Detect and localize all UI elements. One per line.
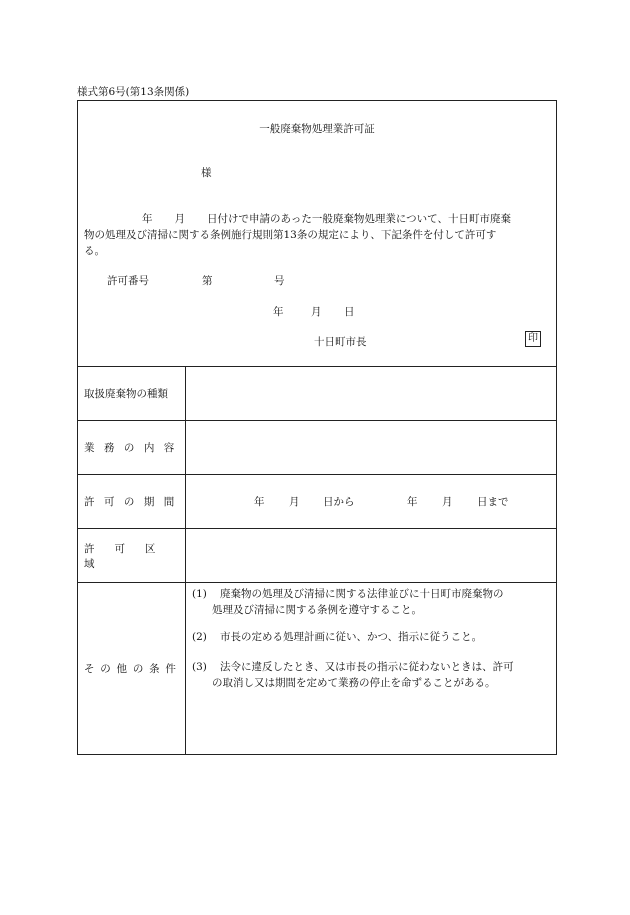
body-line-1 [84, 211, 554, 227]
condition-text: 市長の定める処理計画に従い、かつ、指示に従うこと。 [220, 631, 483, 643]
label-business-content: 業務の内容 [78, 421, 186, 474]
issue-date-year: 年 [273, 306, 284, 318]
issue-date-day: 日 [344, 306, 355, 318]
label-waste-type: 取扱廃棄物の種類 [78, 367, 186, 420]
issuer-name: 十日町市長 [314, 336, 367, 348]
row-permit-period [78, 475, 556, 529]
body-year: 年 [142, 213, 153, 225]
form-number-label: 様式第6号(第13条関係) [77, 86, 190, 98]
period-from-year: 年 [254, 496, 265, 508]
condition-item [192, 629, 552, 645]
period-from-day: 日から [323, 496, 355, 508]
permit-number-suffix: 号 [274, 275, 285, 287]
certificate-frame [77, 100, 557, 755]
label-permit-period: 許可の期間 [78, 475, 186, 528]
permit-number-prefix: 第 [202, 275, 213, 287]
condition-number: (3) [192, 661, 207, 673]
condition-item [192, 659, 552, 691]
row-waste-type [78, 367, 556, 421]
condition-text: 廃棄物の処理及び清掃に関する法律並びに十日町市廃棄物の [220, 588, 504, 600]
row-business-content [78, 421, 556, 475]
addressee-suffix: 様 [201, 167, 212, 179]
label-permit-area: 許可区域 [78, 529, 186, 582]
row-permit-area [78, 529, 556, 583]
period-to-year: 年 [407, 496, 418, 508]
certificate-header [78, 101, 556, 367]
condition-item [192, 586, 552, 618]
certificate-title: 一般廃棄物処理業許可証 [259, 123, 375, 135]
row-other-conditions [78, 583, 556, 754]
body-line-3: る。 [84, 245, 105, 257]
issue-date-month: 月 [311, 306, 322, 318]
period-from-month: 月 [289, 496, 300, 508]
permit-number-label: 許可番号 [107, 275, 149, 287]
condition-number: (2) [192, 631, 207, 643]
condition-text-continued: の取消し又は期間を定めて業務の停止を命ずることがある。 [212, 677, 496, 689]
condition-number: (1) [192, 588, 207, 600]
label-other-conditions: その他の条件 [78, 583, 186, 754]
body-month: 月 [174, 213, 185, 225]
seal-mark: 印 [525, 331, 541, 347]
period-to-month: 月 [442, 496, 453, 508]
certificate-body [84, 211, 554, 259]
condition-text: 法令に違反したとき、又は市長の指示に従わないときは、許可 [220, 661, 514, 673]
period-to-day: 日まで [477, 496, 509, 508]
body-line-1-text: 日付けで申請のあった一般廃棄物処理業について、十日町市廃棄 [207, 213, 511, 225]
condition-text-continued: 処理及び清掃に関する条例を遵守すること。 [212, 604, 422, 616]
body-line-2: 物の処理及び清掃に関する条例施行規則第13条の規定により、下記条件を付して許可す [84, 229, 497, 241]
